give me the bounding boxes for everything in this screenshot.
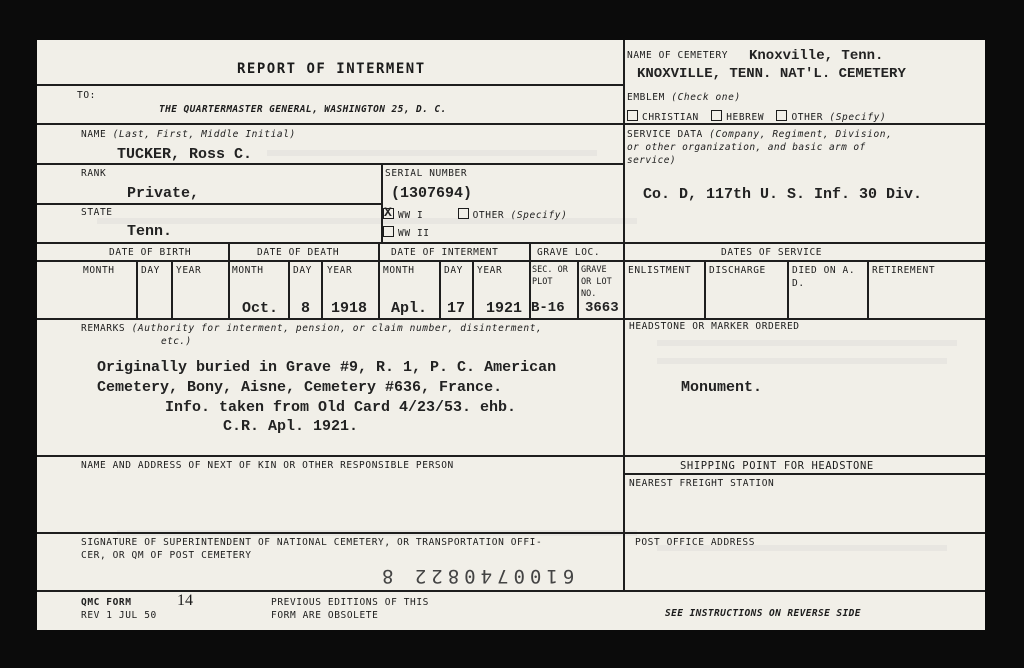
service-data-note-2: or other organization, and basic arm of — [627, 142, 866, 153]
cemetery-label: NAME OF CEMETERY — [627, 50, 729, 61]
rule — [288, 260, 290, 318]
discharge-label: DISCHARGE — [709, 265, 766, 276]
rule — [867, 260, 869, 318]
checkbox-christian[interactable] — [627, 110, 638, 121]
rule — [37, 260, 985, 262]
form-revision: REV 1 JUL 50 — [81, 610, 157, 621]
enlistment-label: ENLISTMENT — [628, 265, 692, 276]
dates-of-service-label: DATES OF SERVICE — [721, 247, 823, 258]
dob-day-label: DAY — [141, 265, 160, 276]
checkbox-other-emblem[interactable] — [776, 110, 787, 121]
remarks-label: REMARKS (Authority for interment, pension, or claim number, disinterment, — [81, 323, 543, 334]
rule — [704, 260, 706, 318]
rule — [623, 473, 985, 475]
dod-day-label: DAY — [293, 265, 312, 276]
checkbox-other-war[interactable] — [458, 208, 469, 219]
name-value: TUCKER, Ross C. — [117, 146, 253, 163]
doi-month-value: Apl. — [391, 300, 428, 317]
rule — [37, 318, 985, 320]
previous-editions-2: FORM ARE OBSOLETE — [271, 610, 379, 621]
freight-station-label: NEAREST FREIGHT STATION — [629, 478, 775, 489]
remarks-line-1: Originally buried in Grave #9, R. 1, P. C. American — [97, 359, 557, 376]
emblem-options: CHRISTIAN HEBREW OTHER (Specify) — [627, 110, 886, 123]
rule — [136, 260, 138, 318]
headstone-value: Monument. — [681, 379, 763, 396]
rule — [577, 260, 579, 318]
rank-value: Private, — [127, 185, 200, 202]
rule — [37, 203, 381, 205]
service-data-note-3: service) — [627, 155, 676, 166]
grave-lot-label-1: GRAVE — [581, 265, 607, 275]
doi-day-label: DAY — [444, 265, 463, 276]
dob-year-label: YEAR — [176, 265, 202, 276]
grave-lot-label-3: NO. — [581, 289, 597, 299]
rule — [37, 455, 985, 457]
doi-year-label: YEAR — [477, 265, 503, 276]
retirement-label: RETIREMENT — [872, 265, 936, 276]
died-label-2: D. — [792, 278, 805, 289]
rule — [378, 242, 380, 318]
war-ww2-option: WW II — [383, 226, 430, 239]
to-label: TO: — [77, 90, 96, 101]
rule — [37, 532, 985, 534]
rule — [37, 242, 985, 244]
rule — [37, 163, 623, 165]
checkbox-hebrew[interactable] — [711, 110, 722, 121]
headstone-label: HEADSTONE OR MARKER ORDERED — [629, 321, 800, 332]
grave-lot-label-2: OR LOT — [581, 277, 612, 287]
date-of-interment-label: DATE OF INTERMENT — [391, 247, 499, 258]
rank-label: RANK — [81, 168, 107, 179]
to-value: THE QUARTERMASTER GENERAL, WASHINGTON 25, D. C. — [159, 104, 447, 115]
cemetery-typed-city: Knoxville, Tenn. — [749, 48, 884, 64]
sec-plot-label-2: PLOT — [532, 277, 553, 287]
doi-day-value: 17 — [447, 300, 466, 317]
instructions-note: SEE INSTRUCTIONS ON REVERSE SIDE — [665, 608, 861, 619]
remarks-line-3: Info. taken from Old Card 4/23/53. ehb. — [165, 399, 517, 416]
rule — [37, 123, 623, 125]
rule — [37, 84, 623, 86]
doi-month-label: MONTH — [383, 265, 415, 276]
form-label: QMC FORM — [81, 597, 132, 608]
date-of-death-label: DATE OF DEATH — [257, 247, 340, 258]
rule — [623, 123, 985, 125]
stamped-number: 6100740822 8 — [377, 565, 575, 587]
form-title: REPORT OF INTERMENT — [237, 61, 426, 77]
previous-editions-1: PREVIOUS EDITIONS OF THIS — [271, 597, 429, 608]
dod-year-value: 1918 — [331, 300, 368, 317]
shipping-label: SHIPPING POINT FOR HEADSTONE — [680, 460, 874, 472]
rule — [787, 260, 789, 318]
doi-year-value: 1921 — [486, 300, 523, 317]
serial-value: (1307694) — [391, 185, 473, 202]
form-number: 14 — [177, 592, 193, 609]
dod-month-value: Oct. — [242, 300, 279, 317]
remarks-line-4: C.R. Apl. 1921. — [223, 418, 359, 435]
checkbox-ww1[interactable] — [383, 208, 394, 219]
sec-plot-value: B-16 — [531, 300, 565, 316]
service-data-label: SERVICE DATA (Company, Regiment, Division, — [627, 129, 893, 140]
rule — [228, 242, 230, 318]
dod-year-label: YEAR — [327, 265, 353, 276]
signature-label-2: CER, OR QM OF POST CEMETERY — [81, 550, 252, 561]
dob-month-label: MONTH — [83, 265, 115, 276]
remarks-note-2: etc.) — [161, 336, 192, 347]
name-label: NAME (Last, First, Middle Initial) — [81, 129, 296, 140]
died-label-1: DIED ON A. — [792, 265, 856, 276]
rule — [472, 260, 474, 318]
dod-day-value: 8 — [301, 300, 311, 317]
next-of-kin-label: NAME AND ADDRESS OF NEXT OF KIN OR OTHER RESPONSIBLE PERSON — [81, 460, 454, 471]
sec-plot-label-1: SEC. OR — [532, 265, 568, 275]
state-value: Tenn. — [127, 223, 173, 240]
rule — [321, 260, 323, 318]
signature-label-1: SIGNATURE OF SUPERINTENDENT OF NATIONAL CEMETERY, OR TRANSPORTATION OFFI- — [81, 537, 543, 548]
remarks-line-2: Cemetery, Bony, Aisne, Cemetery #636, France. — [97, 379, 503, 396]
emblem-label: EMBLEM (Check one) — [627, 92, 741, 103]
grave-loc-label: GRAVE LOC. — [537, 247, 601, 258]
grave-number-value: 3663 — [585, 300, 619, 316]
war-options: XWW I OTHER (Specify) — [383, 208, 567, 221]
rule — [439, 260, 441, 318]
service-data-value: Co. D, 117th U. S. Inf. 30 Div. — [643, 186, 923, 203]
dod-month-label: MONTH — [232, 265, 264, 276]
checkbox-ww2[interactable] — [383, 226, 394, 237]
rule — [171, 260, 173, 318]
serial-label: SERIAL NUMBER — [385, 168, 468, 179]
post-office-label: POST OFFICE ADDRESS — [635, 537, 756, 548]
interment-card — [37, 40, 985, 630]
cemetery-name: KNOXVILLE, TENN. NAT'L. CEMETERY — [637, 66, 906, 82]
state-label: STATE — [81, 207, 113, 218]
date-of-birth-label: DATE OF BIRTH — [109, 247, 192, 258]
